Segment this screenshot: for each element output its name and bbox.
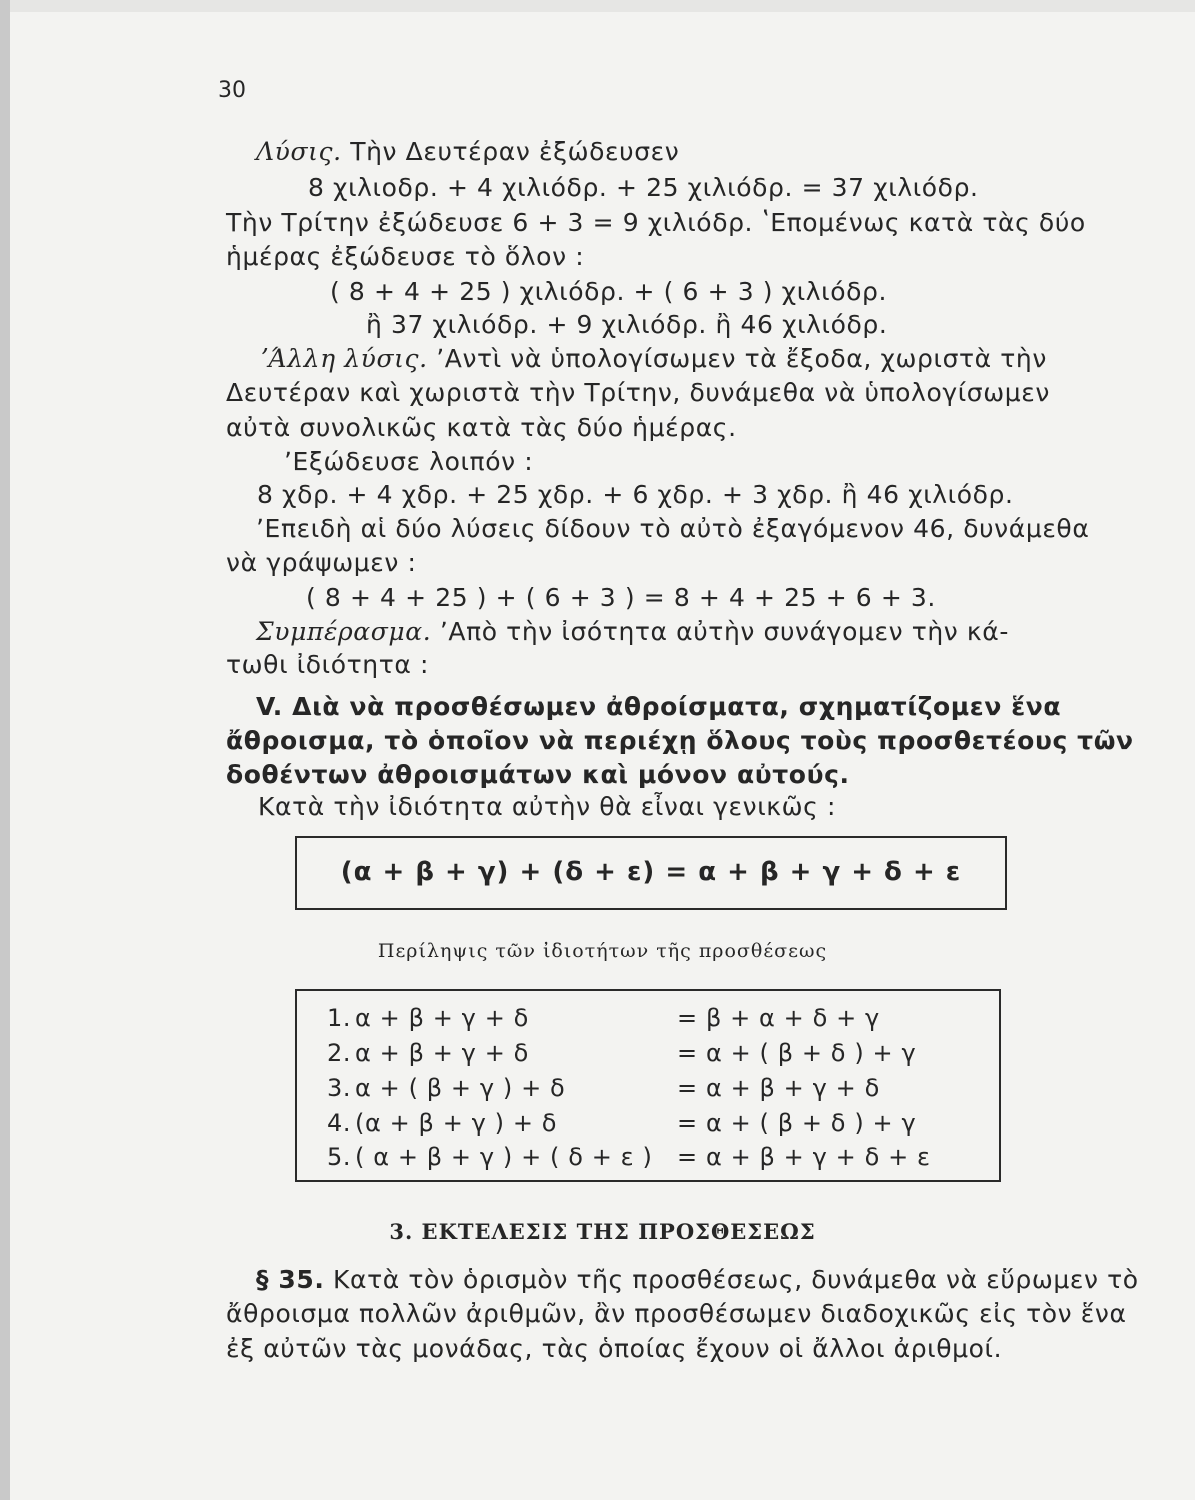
other-solution-line-5: 8 χδρ. + 4 χδρ. + 25 χδρ. + 6 χδρ. + 3 χδρ. ἢ 46 χιλιόδρ.: [257, 480, 1014, 509]
property-v-line-1: [256, 692, 1061, 722]
section-line-3: ἐξ αὐτῶν τὰς μονάδας, τὰς ὁποίας ἔχουν οἱ ἄλλοι ἀριθμοί.: [226, 1334, 1003, 1363]
row-number: 4.: [327, 1109, 352, 1137]
solution-line-5: ( 8 + 4 + 25 ) χιλιόδρ. + ( 6 + 3 ) χιλιόδρ.: [330, 277, 888, 306]
other-solution-line-2: Δευτέραν καὶ χωριστὰ τὴν Τρίτην, δυνάμεθα νὰ ὑπολογίσωμεν: [226, 378, 1050, 407]
property-v-line-3: δοθέντων ἀθροισμάτων καὶ μόνον αὐτούς.: [226, 760, 850, 789]
other-solution-line-1: [260, 344, 1047, 374]
page-number: 30: [218, 78, 246, 103]
general-formula: (α + β + γ) + (δ + ε) = α + β + γ + δ + ε: [340, 857, 962, 887]
conclusion-text-1: ʼΑπὸ τὴν ἰσότητα αὐτὴν συνάγομεν τὴν κά-: [439, 617, 1009, 646]
solution-label: Λύσις.: [256, 137, 342, 166]
section-line-2: ἄθροισμα πολλῶν ἀριθμῶν, ἂν προσθέσωμεν διαδοχικῶς εἰς τὸν ἕνα: [226, 1299, 1127, 1328]
conclusion-line-1: [256, 617, 1009, 647]
section-text-1: Κατὰ τὸν ὁρισμὸν τῆς προσθέσεως, δυνάμεθα νὰ εὕρωμεν τὸ: [333, 1265, 1139, 1294]
row-left-side: (α + β + γ ) + δ: [355, 1109, 558, 1137]
solution-line-6: ἢ 37 χιλιόδρ. + 9 χιλιόδρ. ἢ 46 χιλιόδρ.: [366, 310, 888, 339]
row-number: 1.: [327, 1004, 352, 1032]
row-number: 3.: [327, 1074, 352, 1102]
general-formula-box: [295, 836, 1007, 910]
solution-line-1: [256, 137, 679, 167]
row-left-side: α + ( β + γ ) + δ: [355, 1074, 566, 1102]
conclusion-label: Συμπέρασμα.: [256, 617, 432, 646]
section-line-1: [256, 1265, 1139, 1295]
solution-line-4: ἡμέρας ἐξώδευσε τὸ ὅλον :: [226, 242, 585, 271]
row-number: 5.: [327, 1143, 352, 1171]
summary-table: [295, 989, 1001, 1182]
row-right-side: = β + α + δ + γ: [677, 1004, 880, 1032]
other-solution-line-8: ( 8 + 4 + 25 ) + ( 6 + 3 ) = 8 + 4 + 25 + 6 + 3.: [306, 583, 936, 612]
property-v-line-4: Κατὰ τὴν ἰδιότητα αὐτὴν θὰ εἶναι γενικῶς :: [258, 792, 836, 821]
other-solution-line-3: αὐτὰ συνολικῶς κατὰ τὰς δύο ἡμέρας.: [226, 413, 737, 442]
other-solution-line-7: νὰ γράψωμεν :: [226, 548, 417, 577]
other-solution-line-6: ʼΕπειδὴ αἱ δύο λύσεις δίδουν τὸ αὐτὸ ἐξαγόμενον 46, δυνάμεθα: [256, 514, 1090, 543]
property-v-numeral: V.: [256, 692, 283, 721]
other-solution-label: ʼΆλλη λύσις.: [260, 344, 428, 373]
paragraph-number: § 35.: [256, 1265, 325, 1294]
row-left-side: α + β + γ + δ: [355, 1039, 529, 1067]
row-right-side: = α + β + γ + δ + ε: [677, 1143, 931, 1171]
page-top-edge: [10, 0, 1195, 12]
other-solution-line-4: ʼΕξώδευσε λοιπόν :: [284, 447, 534, 476]
solution-line-2: 8 χιλιοδρ. + 4 χιλιόδρ. + 25 χιλιόδρ. = 37 χιλιόδρ.: [308, 173, 979, 202]
section-heading: 3. ΕΚΤΕΛΕΣΙΣ ΤΗΣ ΠΡΟΣΘΕΣΕΩΣ: [389, 1219, 816, 1244]
row-left-side: α + β + γ + δ: [355, 1004, 529, 1032]
property-v-line-2: ἄθροισμα, τὸ ὁποῖον νὰ περιέχῃ ὅλους τοὺς προσθετέους τῶν: [226, 726, 1134, 755]
row-left-side: ( α + β + γ ) + ( δ + ε ): [355, 1143, 653, 1171]
row-number: 2.: [327, 1039, 352, 1067]
conclusion-line-2: τωθι ἰδιότητα :: [226, 650, 429, 679]
summary-caption: Περίληψις τῶν ἰδιοτήτων τῆς προσθέσεως: [377, 940, 828, 962]
row-right-side: = α + β + γ + δ: [677, 1074, 880, 1102]
row-right-side: = α + ( β + δ ) + γ: [677, 1109, 917, 1137]
solution-text-1: Τὴν Δευτέραν ἐξώδευσεν: [350, 137, 680, 166]
row-right-side: = α + ( β + δ ) + γ: [677, 1039, 917, 1067]
book-page: [10, 0, 1195, 1500]
other-solution-text-1: ʼΑντὶ νὰ ὑπολογίσωμεν τὰ ἔξοδα, χωριστὰ τὴν: [436, 344, 1047, 373]
property-v-text-1: Διὰ νὰ προσθέσωμεν ἀθροίσματα, σχηματίζομεν ἕνα: [292, 692, 1062, 721]
solution-line-3: Τὴν Τρίτην ἐξώδευσε 6 + 3 = 9 χιλιόδρ. ʽΕπομένως κατὰ τὰς δύο: [226, 208, 1086, 237]
